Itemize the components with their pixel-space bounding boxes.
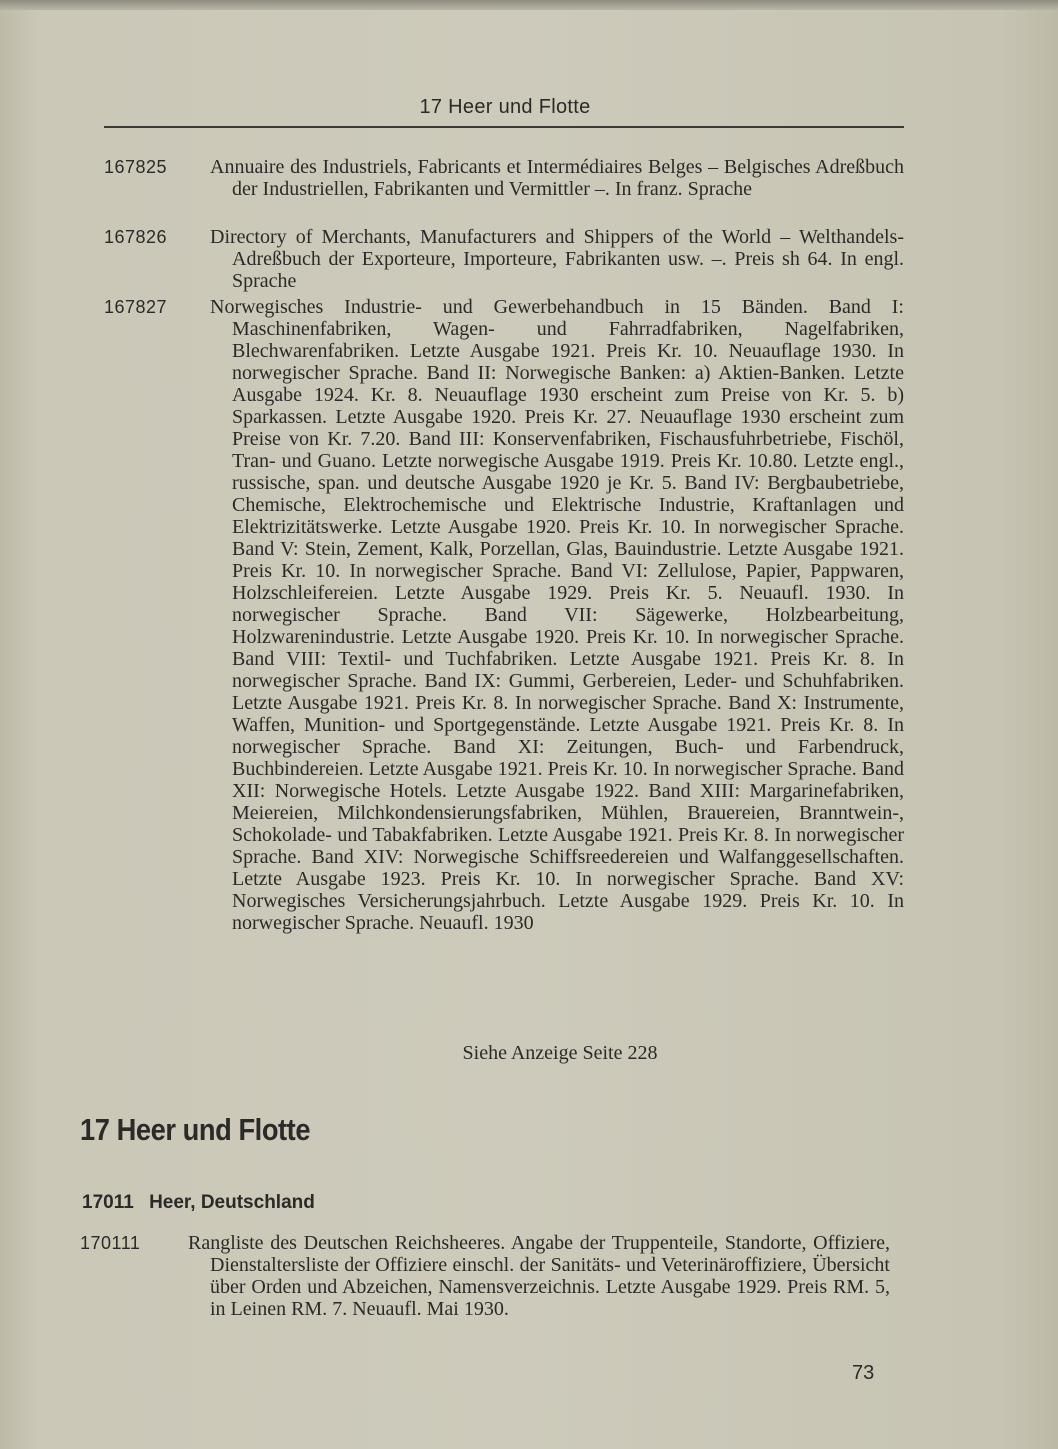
entry-number: 170111: [80, 1233, 141, 1253]
entry-number: 167827: [104, 297, 168, 317]
entry-text: Directory of Merchants, Manufacturers and Shippers of the World – Welthandels-Adreßbuch der Exporteure, Importeure, Fabrikanten usw. –. Preis sh 64. In engl. Sprache: [210, 226, 904, 292]
entry-number: 167825: [104, 157, 168, 177]
header-rule: [104, 126, 904, 128]
catalog-entry: [80, 1232, 890, 1320]
page-top-edge: [0, 0, 1058, 10]
entry-number: 167826: [104, 227, 168, 247]
catalog-entry: [104, 226, 904, 292]
page-number: 73: [852, 1362, 875, 1384]
running-head: 17 Heer und Flotte: [419, 96, 591, 118]
entry-text: Rangliste des Deutschen Reichsheeres. Angabe der Truppenteile, Standorte, Offiziere, Dienstaltersliste der Offiziere einschl. der Sanitäts- und Veterinäroffiziere, Übersicht über Orden und Abzeichen, Namensverzeichnis. Letzte Ausgabe 1929. Preis RM. 5, in Leinen RM. 7. Neuaufl. Mai 1930.: [188, 1232, 890, 1320]
entry-text: Norwegisches Industrie- und Gewerbehandbuch in 15 Bänden. Band I: Maschinenfabriken, Wagen- und Fahrradfabriken, Nagelfabriken, Blechwarenfabriken. Letzte Ausgabe 1921. Preis Kr. 10. Neuauflage 1930. In norwegischer Sprache. Band II: Norwegische Banken: a) Aktien-Banken. Letzte Ausgabe 1924. Kr. 8. Neuauflage 1930 erscheint zum Preise von Kr. 5. b) Sparkassen. Letzte Ausgabe 1920. Preis Kr. 27. Neuauflage 1930 erscheint zum Preise von Kr. 7.20. Band III: Konservenfabriken, Fischausfuhrbetriebe, Fischöl, Tran- und Guano. Letzte norwegische Ausgabe 1919. Preis Kr. 10.80. Letzte engl., russische, span. und deutsche Ausgabe 1920 je Kr. 5. Band IV: Bergbaubetriebe, Chemische, Elektrochemische und Elektrische Industrie, Kraftanlagen und Elektrizitätswerke. Letzte Ausgabe 1920. Preis Kr. 10. In norwegischer Sprache. Band V: Stein, Zement, Kalk, Porzellan, Glas, Bauindustrie. Letzte Ausgabe 1921. Preis Kr. 10. In norwegischer Sprache. Band VI: Zellulose, Papier, Pappwaren, Holzschleifereien. Letzte Ausgabe 1929. Preis Kr. 5. Neuaufl. 1930. In norwegischer Sprache. Band VII: Sägewerke, Holzbearbeitung, Holzwarenindustrie. Letzte Ausgabe 1920. Preis Kr. 10. In norwegischer Sprache. Band VIII: Textil- und Tuchfabriken. Letzte Ausgabe 1921. Preis Kr. 8. In norwegischer Sprache. Band IX: Gummi, Gerbereien, Leder- und Schuhfabriken. Letzte Ausgabe 1921. Preis Kr. 8. In norwegischer Sprache. Band X: Instrumente, Waffen, Munition- und Sportgegenstände. Letzte Ausgabe 1921. Preis Kr. 8. In norwegischer Sprache. Band XI: Zeitungen, Buch- und Farbendruck, Buchbindereien. Letzte Ausgabe 1921. Preis Kr. 10. In norwegischer Sprache. Band XII: Norwegische Hotels. Letzte Ausgabe 1922. Band XIII: Margarinefabriken, Meiereien, Milchkondensierungsfabriken, Mühlen, Brauereien, Branntwein-, Schokolade- und Tabakfabriken. Letzte Ausgabe 1921. Preis Kr. 8. In norwegischer Sprache. Band XIV: Norwegische Schiffsreedereien und Walfanggesellschaften. Letzte Ausgabe 1923. Preis Kr. 10. In norwegischer Sprache. Band XV: Norwegisches Versicherungsjahrbuch. Letzte Ausgabe 1929. Preis Kr. 10. In norwegischer Sprache. Neuaufl. 1930: [210, 296, 904, 934]
subsection-number: 17011: [82, 1192, 134, 1213]
subsection-heading: [82, 1192, 315, 1214]
entry-text: Annuaire des Industriels, Fabricants et Intermédiaires Belges – Belgisches Adreßbuch der Industriellen, Fabrikanten und Vermittler –. In franz. Sprache: [210, 156, 904, 200]
subsection-title: Heer, Deutschland: [149, 1192, 315, 1213]
see-advertisement-note: Siehe Anzeige Seite 228: [462, 1042, 658, 1064]
section-heading: 17 Heer und Flotte: [80, 1112, 311, 1147]
catalog-entry: [104, 156, 904, 200]
catalog-entry: [104, 296, 904, 934]
